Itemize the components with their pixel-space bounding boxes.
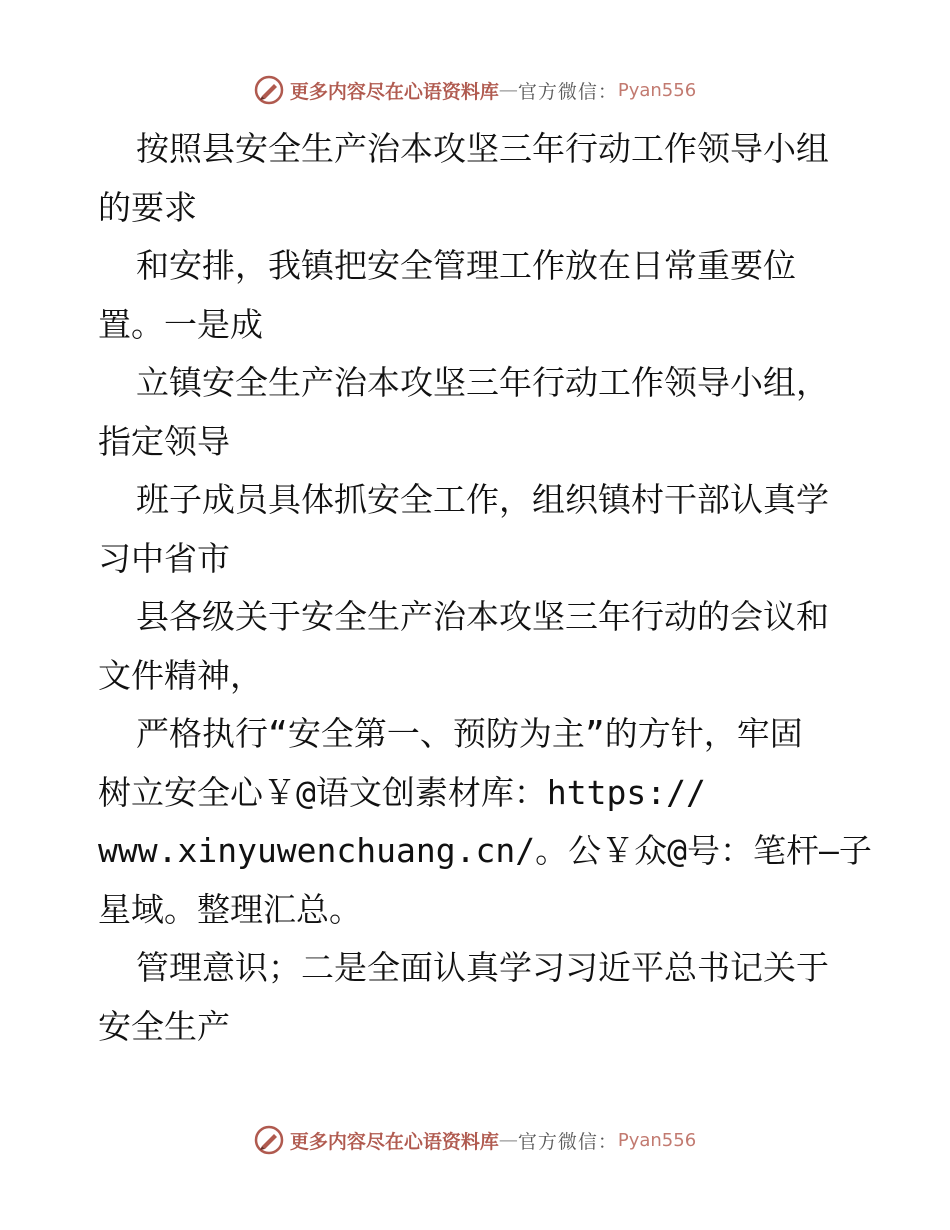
body-line: 管理意识；二是全面认真学习习近平总书记关于: [136, 948, 829, 987]
body-line: 指定领导: [98, 421, 230, 461]
body-line: 和安排，我镇把安全管理工作放在日常重要位: [136, 246, 796, 285]
body-line: 严格执行“安全第一、预防为主”的方针，牢固: [136, 714, 803, 753]
header-wechat-id: Pyan556: [617, 79, 697, 101]
body-line: 星域。整理汇总。: [98, 889, 362, 929]
footer-label: 官方微信：: [517, 1130, 618, 1153]
body-line: 的要求: [98, 187, 197, 227]
header-watermark: [0, 70, 950, 110]
body-line: 按照县安全生产治本攻坚三年行动工作领导小组: [136, 129, 829, 168]
footer-separator: —: [498, 1129, 518, 1151]
body-line: 立镇安全生产治本攻坚三年行动工作领导小组，: [136, 363, 829, 402]
body-line: 县各级关于安全生产治本攻坚三年行动的会议和: [136, 597, 829, 636]
body-line: 置。一是成: [98, 304, 263, 344]
body-line: 树立安全心￥@语文创素材库：https://: [98, 772, 706, 812]
footer-main-text: 更多内容尽在心语资料库: [289, 1130, 499, 1153]
body-line: 安全生产: [98, 1006, 230, 1046]
header-separator: —: [498, 79, 518, 101]
body-line: www.xinyuwenchuang.cn/。公￥众@号：笔杆—子: [98, 831, 872, 870]
footer-wechat-id: Pyan556: [617, 1129, 697, 1151]
pen-logo-icon: [254, 75, 284, 105]
body-line: 文件精神，: [98, 655, 263, 695]
body-line: 班子成员具体抓安全工作，组织镇村干部认真学: [136, 480, 829, 519]
pen-logo-icon: [254, 1125, 284, 1155]
header-main-text: 更多内容尽在心语资料库: [289, 80, 499, 103]
header-label: 官方微信：: [517, 80, 618, 103]
footer-watermark: [0, 1120, 950, 1160]
body-text: [98, 120, 878, 1056]
body-line: 习中省市: [98, 538, 230, 578]
